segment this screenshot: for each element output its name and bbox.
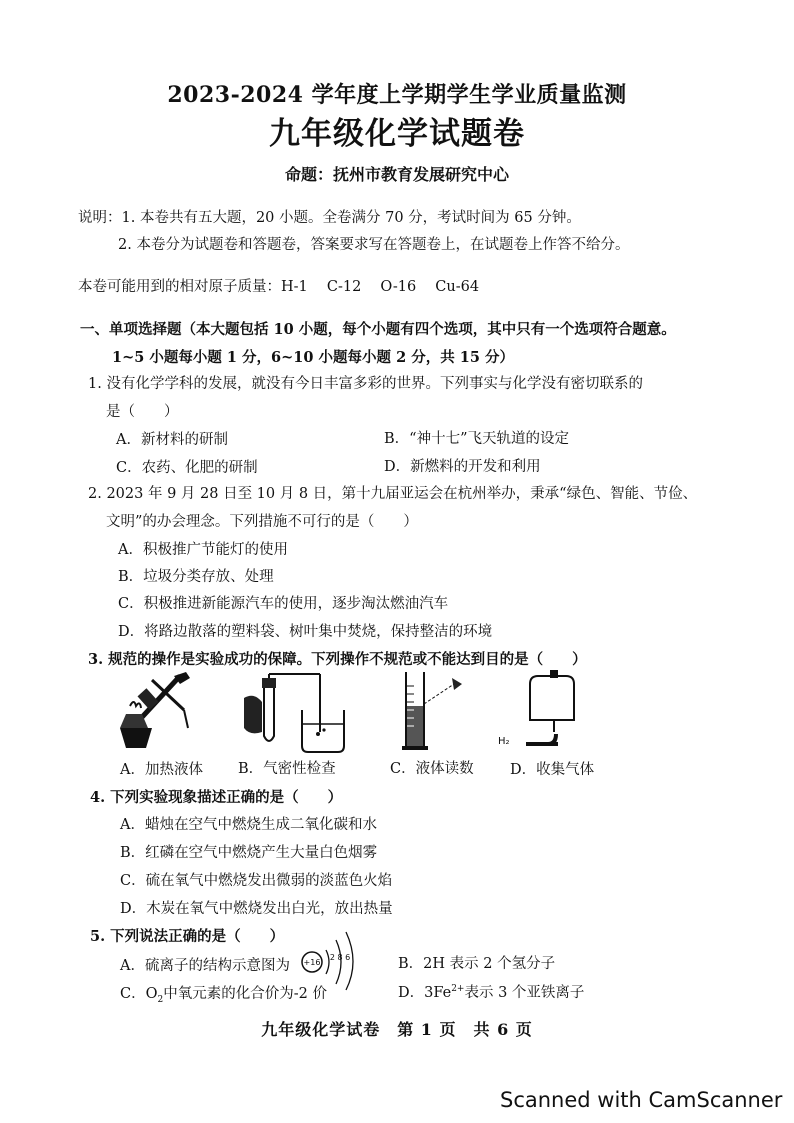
q4-option-b: B．红磷在空气中燃烧产生大量白色烟雾 xyxy=(120,845,378,861)
q4-option-c: C．硫在氧气中燃烧发出微弱的淡蓝色火焰 xyxy=(120,873,393,889)
q2-option-a: A．积极推广节能灯的使用 xyxy=(118,542,288,558)
exam-author: 命题：抚州市教育发展研究中心 xyxy=(284,165,509,184)
q5-option-d xyxy=(398,981,584,1002)
q5-option-c-prefix: C．O xyxy=(120,986,158,1002)
q5-option-c xyxy=(120,982,327,1005)
q5-option-d-prefix: D．3Fe xyxy=(398,985,452,1001)
q2-option-c: C．积极推进新能源汽车的使用，逐步淘汰燃油汽车 xyxy=(118,596,449,612)
figure-gas-collection xyxy=(498,670,590,752)
section-heading-line2: 1~5 小题每小题 1 分，6~10 小题每小题 2 分，共 15 分） xyxy=(112,349,514,366)
q3-option-c: C．液体读数 xyxy=(390,761,474,777)
q5-option-d-superscript: 2+ xyxy=(451,984,465,995)
q2-option-b: B．垃圾分类存放、处理 xyxy=(118,569,274,585)
q1-stem-2: 是（ ） xyxy=(106,404,179,420)
section-heading: 一、单项选择题（本大题包括 10 小题，每个小题有四个选项，其中只有一个选项符合题意。 xyxy=(80,321,676,338)
q2-stem-2: 文明”的办会理念。下列措施不可行的是（ ） xyxy=(106,514,418,530)
q1-stem: 1. 没有化学学科的发展，就没有今日丰富多彩的世界。下列事实与化学没有密切联系的 xyxy=(88,376,643,392)
q2-option-d: D．将路边散落的塑料袋、树叶集中焚烧，保持整洁的环境 xyxy=(118,624,493,640)
q1-option-a: A．新材料的研制 xyxy=(116,432,228,448)
atomic-masses: 本卷可能用到的相对原子质量：H-1 C-12 O-16 Cu-64 xyxy=(78,279,480,295)
figure-airtightness-check xyxy=(240,672,350,754)
q1-option-c: C．农药、化肥的研制 xyxy=(116,460,258,476)
q2-stem: 2. 2023 年 9 月 28 日至 10 月 8 日，第十九届亚运会在杭州举办，秉承“绿色、智能、节俭、 xyxy=(88,486,698,502)
q1-option-d: D．新燃料的开发和利用 xyxy=(384,459,541,475)
q5-option-c-subscript: 2 xyxy=(157,994,164,1005)
exam-title: 九年级化学试题卷 xyxy=(269,116,525,152)
q5-option-a: A．硫离子的结构示意图为 xyxy=(120,958,290,974)
q4-option-a: A．蜡烛在空气中燃烧生成二氧化碳和水 xyxy=(120,817,377,833)
figure-heating-liquid xyxy=(112,670,196,750)
q5-option-c-suffix: 中氧元素的化合价为-2 价 xyxy=(163,986,327,1002)
q3-option-b: B．气密性检查 xyxy=(238,761,336,777)
q1-option-b: B．“神十七”飞天轨道的设定 xyxy=(384,431,569,447)
note-line-2: 2. 本卷分为试题卷和答题卷，答案要求写在答题卷上，在试题卷上作答不给分。 xyxy=(118,237,630,253)
q4-option-d: D．木炭在氧气中燃烧发出白光，放出热量 xyxy=(120,901,393,917)
h2-label: H₂ xyxy=(498,736,510,747)
scanner-watermark: Scanned with CamScanner xyxy=(500,1088,783,1112)
ion-shell-electrons: 2 8 6 xyxy=(329,953,351,962)
q5-stem: 5. 下列说法正确的是（ ） xyxy=(90,928,285,945)
exam-title-year: 2023-2024 学年度上学期学生学业质量监测 xyxy=(167,82,627,108)
ion-nucleus-label: +16 xyxy=(303,958,321,967)
page-footer: 九年级化学试卷 第 1 页 共 6 页 xyxy=(261,1020,533,1039)
q5-option-d-suffix: 表示 3 个亚铁离子 xyxy=(464,985,585,1001)
note-line-1: 说明：1. 本卷共有五大题，20 小题。全卷满分 70 分，考试时间为 65 分钟。 xyxy=(78,210,581,226)
q3-stem: 3. 规范的操作是实验成功的保障。下列操作不规范或不能达到目的是（ ） xyxy=(88,651,587,668)
q3-option-d: D．收集气体 xyxy=(510,762,595,778)
q5-option-b: B．2H 表示 2 个氢分子 xyxy=(398,956,556,972)
q3-option-a: A．加热液体 xyxy=(120,762,203,778)
q4-stem: 4. 下列实验现象描述正确的是（ ） xyxy=(90,789,343,806)
figure-liquid-reading xyxy=(400,666,470,752)
